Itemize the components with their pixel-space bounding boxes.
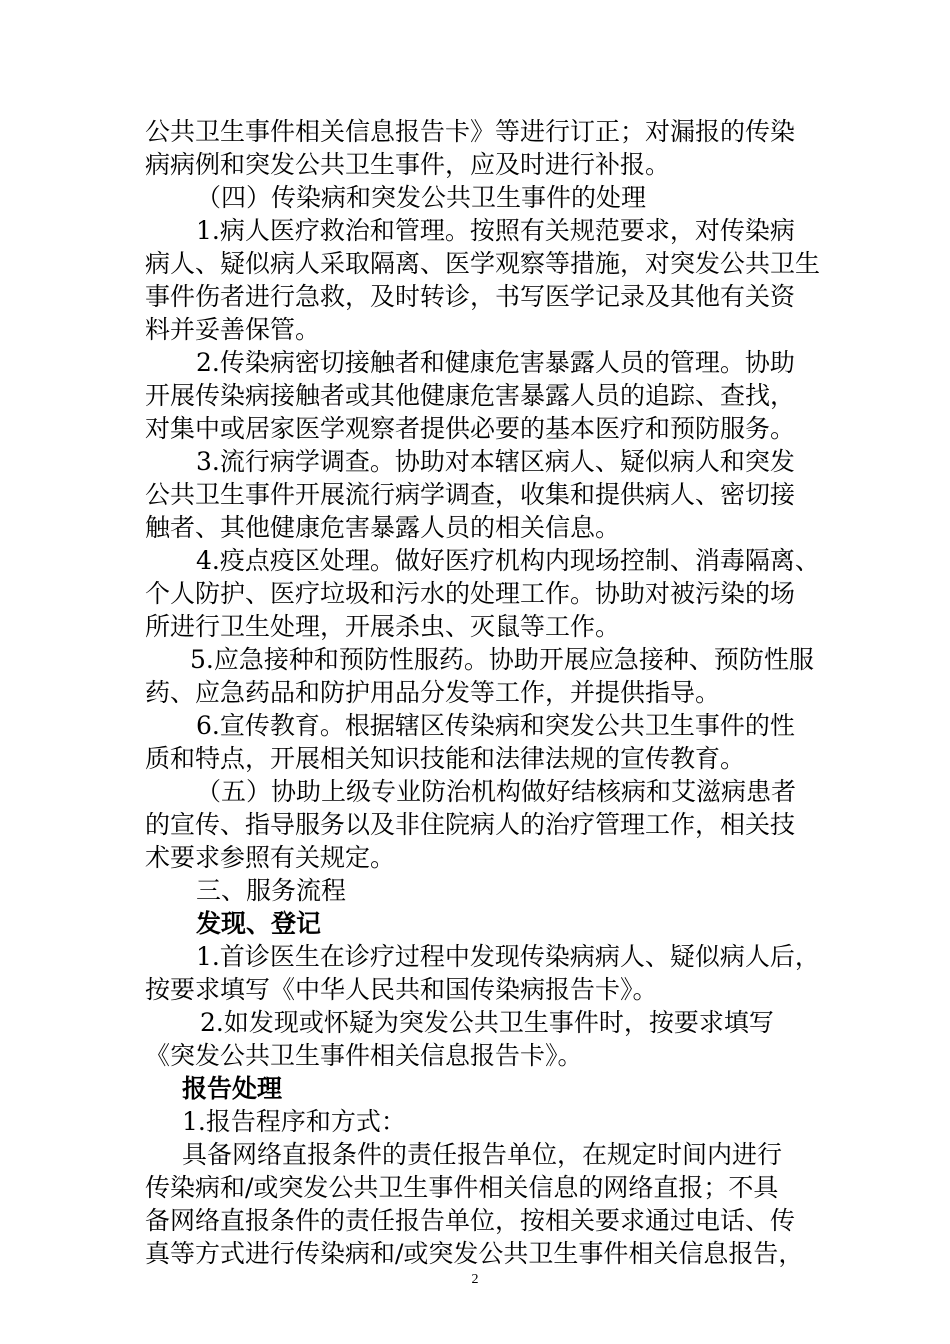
text-line: 《突发公共卫生事件相关信息报告卡》。 (145, 1041, 583, 1070)
text-line: 触者、其他健康危害暴露人员的相关信息。 (145, 513, 621, 542)
text-line: 事件伤者进行急救，及时转诊，书写医学记录及其他有关资 (145, 282, 796, 311)
text-line: 1.首诊医生在诊疗过程中发现传染病病人、疑似病人后， (196, 942, 820, 971)
page-number: 2 (471, 1272, 479, 1287)
section-heading: （四）传染病和突发公共卫生事件的处理 (196, 183, 647, 212)
section-heading: （五）协助上级专业防治机构做好结核病和艾滋病患者 (196, 777, 797, 806)
text-line: 个人防护、医疗垃圾和污水的处理工作。协助对被污染的场 (145, 579, 796, 608)
text-line: 真等方式进行传染病和/或突发公共卫生事件相关信息报告， (145, 1239, 804, 1268)
text-line: 质和特点，开展相关知识技能和法律法规的宣传教育。 (145, 744, 746, 773)
section-heading: 三、服务流程 (196, 876, 347, 905)
text-line: 4.疫点疫区处理。做好医疗机构内现场控制、消毒隔离、 (196, 546, 820, 575)
text-line: 按要求填写《中华人民共和国传染病报告卡》。 (145, 975, 658, 1004)
text-line: 传染病和/或突发公共卫生事件相关信息的网络直报；不具 (145, 1173, 779, 1202)
subsection-heading: 报告处理 (182, 1074, 283, 1103)
text-line: 开展传染病接触者或其他健康危害暴露人员的追踪、查找， (145, 381, 796, 410)
text-line: 药、应急药品和防护用品分发等工作，并提供指导。 (145, 678, 721, 707)
text-line: 料并妥善保管。 (145, 315, 321, 344)
text-line: 所进行卫生处理，开展杀虫、灭鼠等工作。 (145, 612, 621, 641)
text-line: 3.流行病学调查。协助对本辖区病人、疑似病人和突发 (196, 447, 795, 476)
text-line: 5.应急接种和预防性服药。协助开展应急接种、预防性服 (190, 645, 814, 674)
text-line: 公共卫生事件相关信息报告卡》等进行订正；对漏报的传染 (145, 117, 796, 146)
text-line: 病人、疑似病人采取隔离、医学观察等措施，对突发公共卫生 (145, 249, 821, 278)
text-line: 术要求参照有关规定。 (145, 843, 396, 872)
text-line: 2.如发现或怀疑为突发公共卫生事件时，按要求填写 (200, 1008, 774, 1037)
text-line: 病病例和突发公共卫生事件，应及时进行补报。 (145, 150, 671, 179)
text-line: 1.病人医疗救治和管理。按照有关规范要求，对传染病 (196, 216, 795, 245)
text-line: 1.报告程序和方式： (182, 1107, 406, 1136)
text-line: 具备网络直报条件的责任报告单位，在规定时间内进行 (182, 1140, 783, 1169)
text-line: 对集中或居家医学观察者提供必要的基本医疗和预防服务。 (145, 414, 796, 443)
text-line: 6.宣传教育。根据辖区传染病和突发公共卫生事件的性 (196, 711, 795, 740)
text-line: 备网络直报条件的责任报告单位，按相关要求通过电话、传 (145, 1206, 796, 1235)
text-line: 2.传染病密切接触者和健康危害暴露人员的管理。协助 (196, 348, 795, 377)
subsection-heading: 发现、登记 (196, 909, 322, 938)
text-line: 公共卫生事件开展流行病学调查，收集和提供病人、密切接 (145, 480, 796, 509)
text-line: 的宣传、指导服务以及非住院病人的治疗管理工作，相关技 (145, 810, 796, 839)
